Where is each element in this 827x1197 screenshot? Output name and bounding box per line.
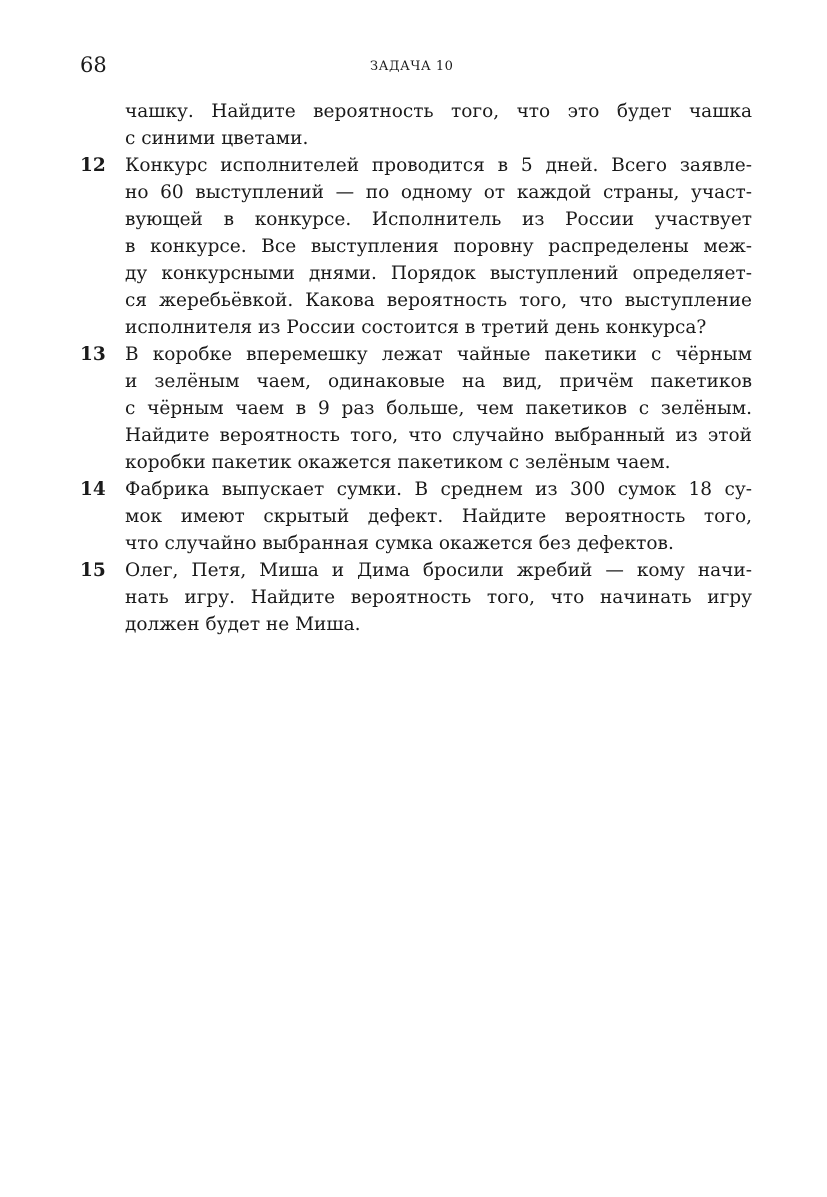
problem-number: 14 (80, 479, 106, 500)
problem-number: 13 (80, 344, 106, 365)
problem-12-line: в конкурсе. Все выступления поровну распределены меж- (125, 236, 752, 257)
problem-12-line: ду конкурсными днями. Порядок выступлений определяет- (125, 263, 752, 284)
problem-14-line: что случайно выбранная сумка окажется без дефектов. (125, 533, 674, 554)
problem-14-line: мок имеют скрытый дефект. Найдите вероятность того, (125, 506, 752, 527)
problem-13-line: коробки пакетик окажется пакетиком с зелёным чаем. (125, 452, 671, 473)
problem-15-line: 15 Олег, Петя, Миша и Дима бросили жребий — кому начи- (80, 557, 752, 584)
page-number: 68 (80, 53, 107, 77)
problem-13-line: с чёрным чаем в 9 раз больше, чем пакетиков с зелёным. (125, 398, 752, 419)
problem-12-line: но 60 выступлений — по одному от каждой страны, участ- (125, 182, 752, 203)
problem-15-line: должен будет не Миша. (125, 614, 361, 635)
problem-12-line: вующей в конкурсе. Исполнитель из России участвует (125, 209, 752, 230)
problem-12-line: 12 Конкурс исполнителей проводится в 5 дней. Всего заявле- (80, 152, 752, 179)
problem-13-line: и зелёным чаем, одинаковые на вид, причём пакетиков (125, 371, 752, 392)
problem-13-line: Найдите вероятность того, что случайно выбранный из этой (125, 425, 752, 446)
problem-12-line: исполнителя из России состоится в третий день конкурса? (125, 317, 707, 338)
text-line: чашку. Найдите вероятность того, что это будет чашка (125, 101, 752, 122)
problem-12-line: ся жеребьёвкой. Какова вероятность того, что выступление (125, 290, 752, 311)
problem-number: 15 (80, 560, 106, 581)
problem-15-line: нать игру. Найдите вероятность того, что начинать игру (125, 587, 752, 608)
text-line: с синими цветами. (125, 128, 309, 149)
page-content (80, 98, 752, 638)
problem-14-line: 14 Фабрика выпускает сумки. В среднем из 300 сумок 18 су- (80, 476, 752, 503)
running-title: ЗАДАЧА 10 (370, 59, 454, 74)
problem-13-line: 13 В коробке вперемешку лежат чайные пакетики с чёрным (80, 341, 752, 368)
problem-number: 12 (80, 155, 106, 176)
